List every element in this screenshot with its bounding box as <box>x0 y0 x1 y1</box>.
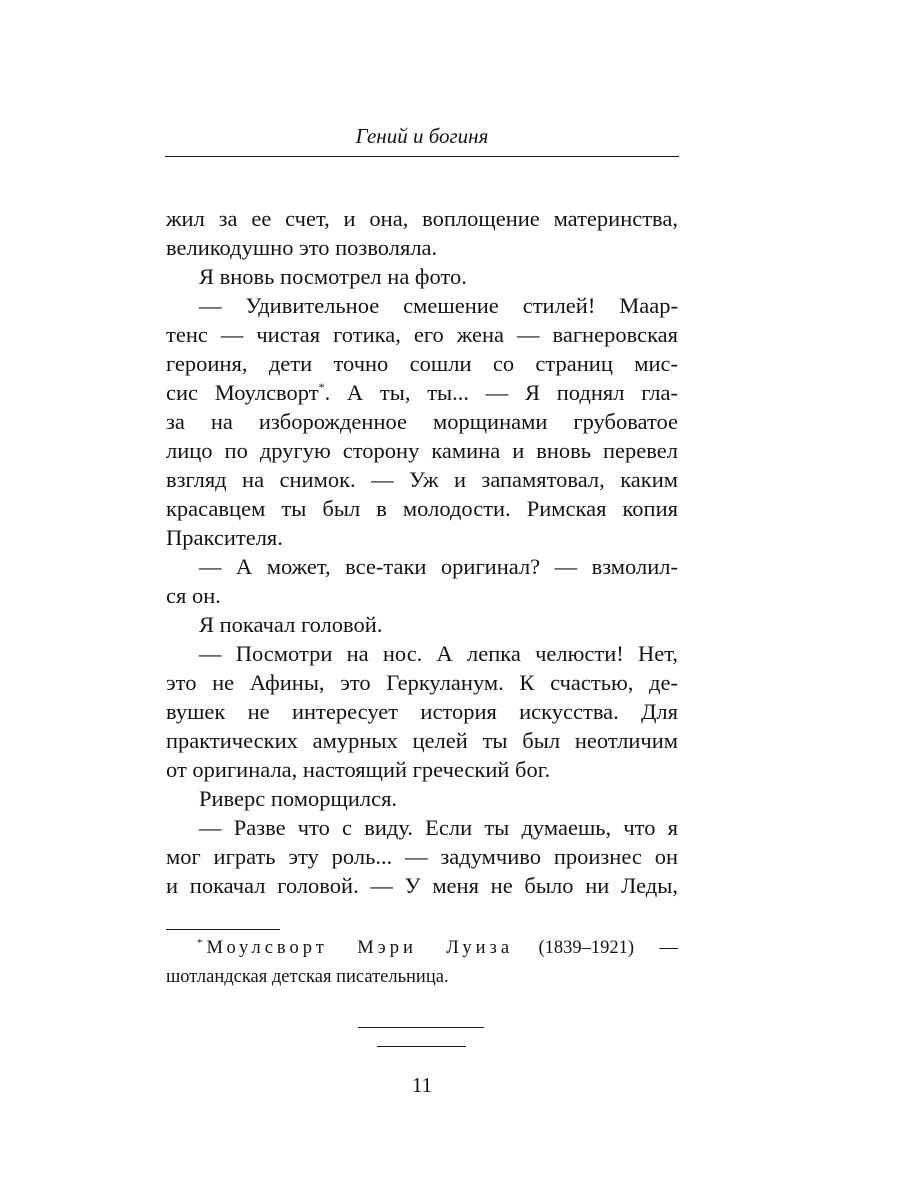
footnote-line: шотландская детская писательница. <box>166 967 449 987</box>
text-line: за на изборожденное морщинами грубоватое <box>166 409 678 434</box>
footnote-dates: (1839–1921) — <box>538 938 678 958</box>
text-line <box>166 378 678 407</box>
end-ornament-rule <box>377 1046 466 1047</box>
footnote <box>166 934 678 992</box>
text-line: Я покачал головой. <box>199 612 383 637</box>
text-line: ся он. <box>166 583 221 608</box>
text-line: вушек не интересует история искусства. Для <box>166 699 678 724</box>
text-line: Риверс поморщился. <box>199 786 398 811</box>
text-line: взгляд на снимок. — Уж и запамятовал, каким <box>166 467 678 492</box>
text-line: мог играть эту роль... — задумчиво произнес он <box>166 844 678 869</box>
footnote-divider <box>166 929 280 930</box>
text-line: практических амурных целей ты был неотличим <box>166 728 678 753</box>
text-line: Праксителя. <box>166 525 283 550</box>
text-line: — Разве что с виду. Если ты думаешь, что я <box>199 815 678 840</box>
end-ornament-rule <box>358 1027 484 1028</box>
footnote-name: Моулсворт Мэри Луиза <box>206 938 514 958</box>
body-text <box>166 204 678 900</box>
text-line: лицо по другую сторону камина и вновь перевел <box>166 438 678 463</box>
text-line: героиня, дети точно сошли со страниц мис- <box>166 351 678 376</box>
page-number: 11 <box>411 1073 433 1097</box>
running-header-title: Гений и богиня <box>355 124 489 148</box>
header-divider <box>165 156 679 157</box>
text-line: — Удивительное смешение стилей! Маар- <box>199 293 678 318</box>
footnote-marker: * <box>197 937 203 949</box>
text-line: красавцем ты был в молодости. Римская копия <box>166 496 678 521</box>
text-segment: . А ты, ты... — Я поднял гла- <box>324 380 678 405</box>
text-line: Я вновь посмотрел на фото. <box>199 264 467 289</box>
text-line: великодушно это позволяла. <box>166 235 438 260</box>
text-line: — А может, все-таки оригинал? — взмолил- <box>199 554 678 579</box>
text-line: от оригинала, настоящий греческий бог. <box>166 757 551 782</box>
text-line: — Посмотри на нос. А лепка челюсти! Нет, <box>199 641 678 666</box>
text-line: жил за ее счет, и она, воплощение материнства, <box>166 206 678 231</box>
text-line: тенс — чистая готика, его жена — вагнеровская <box>166 322 678 347</box>
footnote-marker: * <box>318 380 325 394</box>
text-line: это не Афины, это Геркуланум. К счастью, де- <box>166 670 678 695</box>
text-line: и покачал головой. — У меня не было ни Леды, <box>166 873 678 898</box>
footnote-line <box>166 934 678 963</box>
text-segment: сис Моулсворт <box>166 380 319 405</box>
